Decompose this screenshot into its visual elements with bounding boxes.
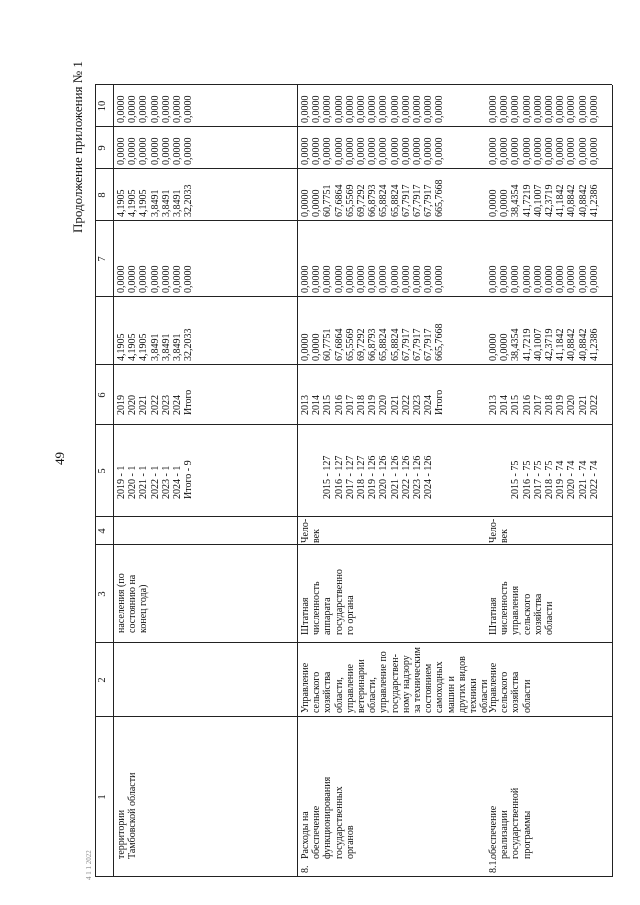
block_b-c11-line: 0,0000 bbox=[356, 95, 367, 123]
block_a-c7-line: 4,1905 bbox=[116, 333, 127, 361]
block_c-c7-line: 42,3719 bbox=[544, 328, 555, 361]
block_c-c10-line: 0,0000 bbox=[544, 137, 555, 165]
block_b-c9-line: 65,8824 bbox=[389, 184, 401, 217]
block_c-c3-line: управления bbox=[510, 585, 522, 635]
block_c-c8-line: 0,0000 bbox=[566, 265, 578, 293]
header-cell: 5 bbox=[97, 468, 108, 474]
block_a-c10-line: 0,0000 bbox=[160, 137, 172, 165]
block_a-c6-line: 2022 bbox=[149, 395, 161, 415]
block_a-c8-line: 0,0000 bbox=[172, 265, 183, 293]
block_b-c7-line: 0,0000 bbox=[311, 333, 323, 361]
column-divider bbox=[95, 84, 612, 85]
column-divider bbox=[95, 424, 612, 425]
block_c-c1-line: программы bbox=[521, 810, 533, 859]
block_b-c5-line: 2022 - 126 bbox=[400, 455, 412, 499]
header-cell: 1 bbox=[97, 794, 108, 800]
block_b-c2-line: техники bbox=[468, 678, 479, 713]
block_a-c5-line: 2023 - 1 bbox=[160, 465, 172, 499]
block_b-c10-line: 0,0000 bbox=[344, 137, 356, 165]
block_b-c9-line: 60,7751 bbox=[322, 184, 334, 217]
block_b-c8-line: 0,0000 bbox=[344, 265, 356, 293]
row-number: 8.1. bbox=[488, 858, 499, 873]
block_b-c5-line: 2017 - 127 bbox=[344, 455, 356, 499]
block_a-c5-line: Итого - 9 bbox=[183, 460, 195, 499]
block_b-c9-line: 0,0000 bbox=[311, 189, 323, 217]
block_c-c5-line: 2021 - 74 bbox=[577, 460, 589, 499]
block_c-c9-line: 40,8842 bbox=[566, 184, 578, 217]
block_b-c2-line: управление по bbox=[378, 651, 390, 713]
block_b-c10-line: 0,0000 bbox=[311, 137, 323, 165]
row-divider bbox=[297, 85, 298, 877]
block_c-c6-line: 2015 bbox=[510, 395, 522, 415]
block_a-c11-line: 0,0000 bbox=[160, 95, 172, 123]
block_c-c8-line: 0,0000 bbox=[499, 265, 511, 293]
block_c-c8-line: 0,0000 bbox=[544, 265, 555, 293]
block_b-c2-line: других видов bbox=[456, 656, 468, 713]
column-divider bbox=[95, 544, 612, 545]
block_c-c2-line: области bbox=[521, 679, 533, 713]
block_a-c5-line: 2022 - 1 bbox=[149, 465, 161, 499]
block_a-c7-line: 4,1905 bbox=[138, 333, 150, 361]
block_b-c10-line: 0,0000 bbox=[367, 137, 379, 165]
block_c-c7-line: 38,4354 bbox=[510, 328, 522, 361]
block_b-c9-line: 665,7668 bbox=[434, 179, 446, 217]
block_a-c8-line: 0,0000 bbox=[149, 265, 161, 293]
block_b-c3-line: численность bbox=[311, 581, 323, 635]
block_c-c9-line: 0,0000 bbox=[499, 189, 511, 217]
block_c-c8-line: 0,0000 bbox=[521, 265, 533, 293]
block_c-c9-line: 41,7219 bbox=[521, 184, 533, 217]
column-divider bbox=[95, 642, 612, 643]
block_c-c9-line: 38,4354 bbox=[510, 184, 522, 217]
block_b-c7-line: 67,7917 bbox=[412, 328, 423, 361]
block_a-c9-line: 4,1905 bbox=[138, 189, 150, 217]
header-cell: 4 bbox=[97, 528, 108, 534]
block_b-c6-line: 2019 bbox=[367, 395, 379, 415]
block_a-c3-line: населения (по bbox=[116, 573, 127, 633]
block_a-c6-line: 2024 bbox=[172, 395, 183, 415]
block_c-c8-line: 0,0000 bbox=[577, 265, 589, 293]
block_a-c7-line: 3,8491 bbox=[149, 333, 161, 361]
block_b-c8-line: 0,0000 bbox=[300, 265, 311, 293]
block_c-c11-line: 0,0000 bbox=[577, 95, 589, 123]
block_a-c10-line: 0,0000 bbox=[138, 137, 150, 165]
block_c-c9-line: 40,8842 bbox=[577, 184, 589, 217]
block_b-c9-line: 67,7917 bbox=[400, 184, 412, 217]
block_c-c10-line: 0,0000 bbox=[521, 137, 533, 165]
block_b-c2-line: состоянием bbox=[423, 663, 435, 713]
block_a-c9-line: 3,8491 bbox=[149, 189, 161, 217]
block_b-c2-line: управление bbox=[344, 664, 356, 713]
block_b-c11-line: 0,0000 bbox=[412, 95, 423, 123]
block_a-c8-line: 0,0000 bbox=[138, 265, 150, 293]
block_b-c10-line: 0,0000 bbox=[333, 137, 345, 165]
block_b-c5-line: 2023 - 126 bbox=[412, 455, 423, 499]
block_c-c7-line: 0,0000 bbox=[499, 333, 511, 361]
block_a-c11-line: 0,0000 bbox=[116, 95, 127, 123]
block_b-c7-line: 67,6864 bbox=[333, 328, 345, 361]
block_c-c7-line: 41,7219 bbox=[521, 328, 533, 361]
block_b-c11-line: 0,0000 bbox=[389, 95, 401, 123]
block_b-c6-line: 2020 bbox=[378, 395, 390, 415]
block_b-c8-line: 0,0000 bbox=[389, 265, 401, 293]
block_c-c5-line: 2022 - 74 bbox=[588, 460, 600, 499]
block_c-c9-line: 42,3719 bbox=[544, 184, 555, 217]
block_a-c10-line: 0,0000 bbox=[116, 137, 127, 165]
column-divider bbox=[95, 126, 612, 127]
block_c-c6-line: 2013 bbox=[488, 395, 499, 415]
block_c-c5-line: 2018 - 75 bbox=[544, 460, 555, 499]
block_b-c10-line: 0,0000 bbox=[400, 137, 412, 165]
block_c-c6-line: 2022 bbox=[588, 395, 600, 415]
block_b-c5-line: 2020 - 126 bbox=[378, 455, 390, 499]
block_b-c2-line: ному надзору bbox=[400, 655, 412, 713]
block_c-c5-line: 2017 - 75 bbox=[532, 460, 544, 499]
block_b-c11-line: 0,0000 bbox=[367, 95, 379, 123]
block_b-c8-line: 0,0000 bbox=[356, 265, 367, 293]
block_c-c7-line: 40,8842 bbox=[577, 328, 589, 361]
block_b-c9-line: 67,6864 bbox=[333, 184, 345, 217]
block_a-c10-line: 0,0000 bbox=[149, 137, 161, 165]
block_a-c11-line: 0,0000 bbox=[183, 95, 195, 123]
header-cell: 10 bbox=[97, 100, 108, 112]
block_b-c10-line: 0,0000 bbox=[322, 137, 334, 165]
block_b-c6-line: 2018 bbox=[356, 395, 367, 415]
block_a-c6-line: 2023 bbox=[160, 395, 172, 415]
block_c-c11-line: 0,0000 bbox=[488, 95, 499, 123]
block_a-c7-line: 3,8491 bbox=[160, 333, 172, 361]
block_c-c6-line: 2018 bbox=[544, 395, 555, 415]
block_b-c10-line: 0,0000 bbox=[389, 137, 401, 165]
block_c-c1-line: обеспечение bbox=[488, 805, 499, 859]
block_a-c1-line: территории bbox=[116, 809, 127, 859]
block_b-c1-line: органов bbox=[344, 825, 356, 859]
block_c-c10-line: 0,0000 bbox=[588, 137, 600, 165]
block_b-c6-line: 2014 bbox=[311, 395, 323, 415]
header-bottom-border bbox=[113, 85, 114, 877]
header-cell: 3 bbox=[97, 591, 108, 597]
block_b-c10-line: 0,0000 bbox=[423, 137, 435, 165]
block_b-c7-line: 66,8793 bbox=[367, 328, 379, 361]
block_b-c4-line: Чело- bbox=[300, 518, 311, 543]
block_b-c11-line: 0,0000 bbox=[378, 95, 390, 123]
block_b-c5-line: 2016 - 127 bbox=[333, 455, 345, 499]
block_b-c9-line: 0,0000 bbox=[300, 189, 311, 217]
block_c-c9-line: 41,1842 bbox=[555, 184, 567, 217]
block_b-c11-line: 0,0000 bbox=[400, 95, 412, 123]
block_c-c7-line: 0,0000 bbox=[488, 333, 499, 361]
block_c-c10-line: 0,0000 bbox=[510, 137, 522, 165]
column-divider bbox=[95, 296, 612, 297]
appendix-title: Продолжение приложения № 1 bbox=[70, 61, 85, 233]
block_c-c5-line: 2020 - 74 bbox=[566, 460, 578, 499]
corner-mark: 4 1 1 2022 bbox=[85, 850, 93, 880]
block_c-c2-line: Управление bbox=[488, 662, 499, 713]
block_b-c6-line: 2022 bbox=[400, 395, 412, 415]
table-bottom-border bbox=[612, 85, 613, 877]
block_c-c3-line: численность bbox=[499, 581, 511, 635]
block_b-c5-line: 2024 - 126 bbox=[423, 455, 435, 499]
block_a-c5-line: 2021 - 1 bbox=[138, 465, 150, 499]
block_b-c8-line: 0,0000 bbox=[322, 265, 334, 293]
block_b-c3-line: го органа bbox=[344, 595, 356, 635]
block_b-c1-line: обеспечение bbox=[311, 805, 323, 859]
block_a-c1-line: Тамбовской области bbox=[127, 772, 139, 859]
block_a-c6-line: 2020 bbox=[127, 395, 139, 415]
block_c-c3-line: сельского bbox=[521, 593, 533, 635]
block_b-c9-line: 69,7292 bbox=[356, 184, 367, 217]
block_b-c7-line: 67,7917 bbox=[423, 328, 435, 361]
column-divider bbox=[95, 168, 612, 169]
block_b-c5-line: 2021 - 126 bbox=[389, 455, 401, 499]
block_c-c6-line: 2021 bbox=[577, 395, 589, 415]
block_b-c7-line: 67,7917 bbox=[400, 328, 412, 361]
block_a-c3-line: конец года) bbox=[138, 584, 150, 633]
block_b-c9-line: 65,5569 bbox=[344, 184, 356, 217]
block_c-c1-line: государственной bbox=[510, 787, 522, 859]
block_b-c8-line: 0,0000 bbox=[367, 265, 379, 293]
block_b-c6-line: 2021 bbox=[389, 395, 401, 415]
block_c-c7-line: 41,2386 bbox=[588, 328, 600, 361]
block_c-c9-line: 0,0000 bbox=[488, 189, 499, 217]
block_c-c11-line: 0,0000 bbox=[588, 95, 600, 123]
block_c-c4-line: Чело- bbox=[488, 518, 499, 543]
block_b-c6-line: 2015 bbox=[322, 395, 334, 415]
column-divider bbox=[95, 516, 612, 517]
block_c-c10-line: 0,0000 bbox=[488, 137, 499, 165]
block_b-c5-line: 2015 - 127 bbox=[322, 455, 334, 499]
block_a-c9-line: 4,1905 bbox=[116, 189, 127, 217]
block_b-c11-line: 0,0000 bbox=[333, 95, 345, 123]
block_b-c11-line: 0,0000 bbox=[423, 95, 435, 123]
block_b-c7-line: 0,0000 bbox=[300, 333, 311, 361]
block_b-c6-line: 2016 bbox=[333, 395, 345, 415]
block_b-c9-line: 67,7917 bbox=[412, 184, 423, 217]
block_b-c11-line: 0,0000 bbox=[311, 95, 323, 123]
block_b-c2-line: Управление bbox=[300, 662, 311, 713]
block_c-c10-line: 0,0000 bbox=[566, 137, 578, 165]
block_c-c9-line: 40,1007 bbox=[532, 184, 544, 217]
block_b-c11-line: 0,0000 bbox=[300, 95, 311, 123]
block_b-c2-line: самоходных bbox=[434, 661, 446, 713]
block_c-c10-line: 0,0000 bbox=[577, 137, 589, 165]
block_c-c8-line: 0,0000 bbox=[555, 265, 567, 293]
block_a-c8-line: 0,0000 bbox=[160, 265, 172, 293]
block_b-c2-line: за техническим bbox=[412, 647, 423, 713]
block_b-c9-line: 66,8793 bbox=[367, 184, 379, 217]
block_c-c8-line: 0,0000 bbox=[510, 265, 522, 293]
block_b-c1-line: функционирования bbox=[322, 776, 334, 859]
block_b-c10-line: 0,0000 bbox=[300, 137, 311, 165]
block_c-c1-line: реализации bbox=[499, 810, 511, 859]
block_c-c6-line: 2014 bbox=[499, 395, 511, 415]
block_b-c2-line: хозяйства bbox=[322, 671, 334, 713]
block_b-c8-line: 0,0000 bbox=[311, 265, 323, 293]
block_b-c8-line: 0,0000 bbox=[412, 265, 423, 293]
block_c-c11-line: 0,0000 bbox=[566, 95, 578, 123]
block_c-c3-line: области bbox=[544, 601, 555, 635]
column-divider bbox=[95, 364, 612, 365]
block_b-c8-line: 0,0000 bbox=[333, 265, 345, 293]
block_b-c8-line: 0,0000 bbox=[400, 265, 412, 293]
block_c-c7-line: 41,1842 bbox=[555, 328, 567, 361]
block_a-c7-line: 3,8491 bbox=[172, 333, 183, 361]
block_b-c7-line: 60,7751 bbox=[322, 328, 334, 361]
block_a-c5-line: 2020 - 1 bbox=[127, 465, 139, 499]
block_b-c6-line: 2024 bbox=[423, 395, 435, 415]
block_c-c8-line: 0,0000 bbox=[532, 265, 544, 293]
block_a-c11-line: 0,0000 bbox=[138, 95, 150, 123]
block_a-c7-line: 4,1905 bbox=[127, 333, 139, 361]
block_a-c5-line: 2019 - 1 bbox=[116, 465, 127, 499]
block_b-c2-line: области, bbox=[333, 677, 345, 713]
header-cell: 9 bbox=[97, 145, 108, 151]
block_a-c8-line: 0,0000 bbox=[127, 265, 139, 293]
block_b-c6-line: 2017 bbox=[344, 395, 356, 415]
block_b-c11-line: 0,0000 bbox=[344, 95, 356, 123]
block_c-c3-line: хозяйства bbox=[532, 593, 544, 635]
block_b-c2-line: государствен- bbox=[389, 654, 401, 713]
block_b-c6-line: Итого bbox=[434, 389, 446, 415]
block_b-c6-line: 2013 bbox=[300, 395, 311, 415]
block_c-c10-line: 0,0000 bbox=[499, 137, 511, 165]
block_a-c6-line: Итого bbox=[183, 389, 195, 415]
block_a-c8-line: 0,0000 bbox=[116, 265, 127, 293]
block_a-c10-line: 0,0000 bbox=[183, 137, 195, 165]
block_b-c10-line: 0,0000 bbox=[356, 137, 367, 165]
block_c-c11-line: 0,0000 bbox=[521, 95, 533, 123]
block_c-c5-line: 2015 - 75 bbox=[510, 460, 522, 499]
block_b-c9-line: 65,8824 bbox=[378, 184, 390, 217]
block_b-c2-line: области, bbox=[367, 677, 379, 713]
block_b-c11-line: 0,0000 bbox=[322, 95, 334, 123]
block_b-c7-line: 65,5569 bbox=[344, 328, 356, 361]
block_b-c10-line: 0,0000 bbox=[412, 137, 423, 165]
block_b-c9-line: 67,7917 bbox=[423, 184, 435, 217]
block_c-c10-line: 0,0000 bbox=[555, 137, 567, 165]
block_c-c11-line: 0,0000 bbox=[510, 95, 522, 123]
block_c-c6-line: 2016 bbox=[521, 395, 533, 415]
block_b-c2-line: области bbox=[479, 679, 491, 713]
block_a-c11-line: 0,0000 bbox=[127, 95, 139, 123]
block_a-c11-line: 0,0000 bbox=[172, 95, 183, 123]
block_b-c6-line: 2023 bbox=[412, 395, 423, 415]
header-cell: 6 bbox=[97, 392, 108, 398]
block_c-c2-line: хозяйства bbox=[510, 671, 522, 713]
block_c-c6-line: 2020 bbox=[566, 395, 578, 415]
block_b-c5-line: 2018 - 127 bbox=[356, 455, 367, 499]
header-cell: 7 bbox=[97, 256, 108, 262]
block_b-c3-line: Штатная bbox=[300, 597, 311, 635]
block_c-c4-line: век bbox=[499, 529, 511, 543]
block_b-c7-line: 65,8824 bbox=[389, 328, 401, 361]
block_a-c10-line: 0,0000 bbox=[172, 137, 183, 165]
block_b-c1-line: Расходы на bbox=[300, 811, 311, 859]
block_b-c7-line: 69,7292 bbox=[356, 328, 367, 361]
block_a-c9-line: 3,8491 bbox=[172, 189, 183, 217]
column-divider bbox=[95, 876, 612, 877]
block_c-c10-line: 0,0000 bbox=[532, 137, 544, 165]
column-divider bbox=[95, 716, 612, 717]
block_a-c6-line: 2021 bbox=[138, 395, 150, 415]
block_b-c4-line: век bbox=[311, 529, 323, 543]
row-number: 8. bbox=[300, 865, 311, 873]
block_c-c11-line: 0,0000 bbox=[499, 95, 511, 123]
block_b-c5-line: 2019 - 126 bbox=[367, 455, 379, 499]
block_b-c10-line: 0,0000 bbox=[378, 137, 390, 165]
block_b-c11-line: 0,0000 bbox=[434, 95, 446, 123]
block_b-c3-line: аппарата bbox=[322, 597, 334, 635]
block_c-c6-line: 2017 bbox=[532, 395, 544, 415]
block_a-c9-line: 32,2033 bbox=[183, 184, 195, 217]
block_c-c3-line: Штатная bbox=[488, 597, 499, 635]
block_a-c6-line: 2019 bbox=[116, 395, 127, 415]
block_a-c5-line: 2024 - 1 bbox=[172, 465, 183, 499]
block_b-c2-line: машин и bbox=[445, 676, 457, 713]
block_c-c7-line: 40,1007 bbox=[532, 328, 544, 361]
column-divider bbox=[95, 220, 612, 221]
block_a-c3-line: состоянию на bbox=[127, 574, 139, 633]
block_a-c8-line: 0,0000 bbox=[183, 265, 195, 293]
block_c-c5-line: 2016 - 75 bbox=[521, 460, 533, 499]
page-number: 49 bbox=[52, 452, 67, 465]
table-top-border bbox=[95, 85, 96, 877]
block_a-c7-line: 32,2033 bbox=[183, 328, 195, 361]
block_b-c8-line: 0,0000 bbox=[423, 265, 435, 293]
header-cell: 8 bbox=[97, 192, 108, 198]
block_b-c7-line: 65,8824 bbox=[378, 328, 390, 361]
block_c-c11-line: 0,0000 bbox=[544, 95, 555, 123]
block_c-c11-line: 0,0000 bbox=[555, 95, 567, 123]
block_b-c2-line: ветеринарии bbox=[356, 659, 367, 713]
block_a-c9-line: 4,1905 bbox=[127, 189, 139, 217]
block_b-c3-line: государственно bbox=[333, 569, 345, 635]
block_a-c9-line: 3,8491 bbox=[160, 189, 172, 217]
block_a-c10-line: 0,0000 bbox=[127, 137, 139, 165]
block_b-c10-line: 0,0000 bbox=[434, 137, 446, 165]
block_c-c6-line: 2019 bbox=[555, 395, 567, 415]
block_b-c8-line: 0,0000 bbox=[378, 265, 390, 293]
block_c-c9-line: 41,2386 bbox=[588, 184, 600, 217]
block_c-c11-line: 0,0000 bbox=[532, 95, 544, 123]
block_b-c7-line: 665,7668 bbox=[434, 323, 446, 361]
block_c-c8-line: 0,0000 bbox=[488, 265, 499, 293]
block_b-c1-line: государственных bbox=[333, 786, 345, 859]
block_c-c2-line: сельского bbox=[499, 671, 511, 713]
block_b-c8-line: 0,0000 bbox=[434, 265, 446, 293]
header-cell: 2 bbox=[97, 677, 108, 683]
block_c-c5-line: 2019 - 74 bbox=[555, 460, 567, 499]
block_c-c8-line: 0,0000 bbox=[588, 265, 600, 293]
block_a-c11-line: 0,0000 bbox=[149, 95, 161, 123]
block_c-c7-line: 40,8842 bbox=[566, 328, 578, 361]
block_b-c2-line: сельского bbox=[311, 671, 323, 713]
